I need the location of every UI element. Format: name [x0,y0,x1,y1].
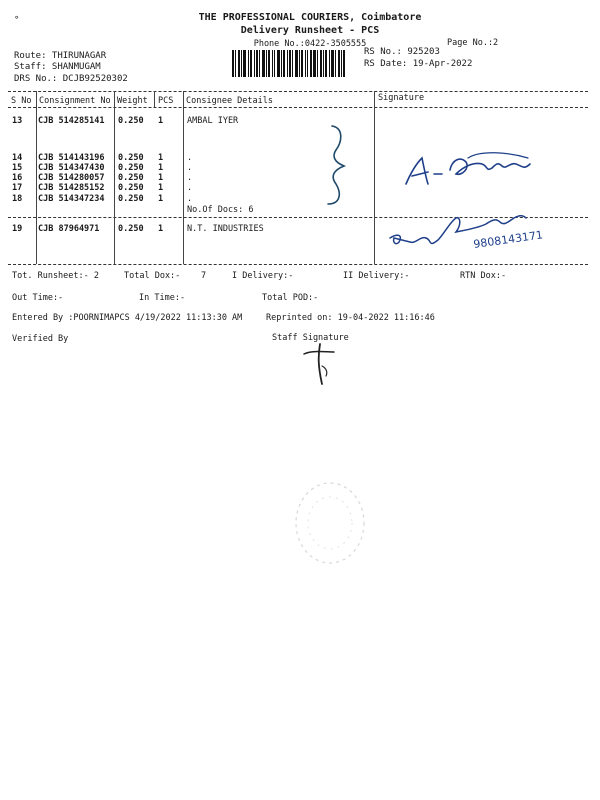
row-consignee: . [187,153,193,163]
entered-by: Entered By :POORNIMAPCS 4/19/2022 11:13:30 AM [12,313,243,323]
row-consignment: CJB 514285141 [38,116,105,126]
staff-signature-label: Staff Signature [272,333,349,343]
row-sno: 17 [12,183,23,193]
staff-label: Staff: SHANMUGAM [14,62,101,72]
total-pod: Total POD:- [262,293,319,303]
row-pcs: 1 [158,116,164,126]
handwritten-signature-2 [386,208,586,260]
row-weight: 0.250 [118,116,144,126]
row-pcs: 1 [158,224,164,234]
scan-mark: ∘ [14,13,20,23]
rs-number: RS No.: 925203 [364,47,440,57]
total-dox-value: 7 [201,271,207,281]
signature-text: A. Mallika [446,191,459,193]
barcode [232,50,360,77]
reprinted-on: Reprinted on: 19-04-2022 11:16:46 [266,313,435,323]
row-consignment: CJB 514143196 [38,153,105,163]
row-consignee: N.T. INDUSTRIES [187,224,264,234]
table-bottom-rule [8,264,588,265]
row-weight: 0.250 [118,153,144,163]
table-top-rule [8,91,588,92]
phone-handwritten: 9808143171 [472,228,544,251]
col-divider-pcs [183,91,184,264]
row-consignee: . [187,194,193,204]
row-sno: 19 [12,224,23,234]
row-sno: 14 [12,153,23,163]
row-weight: 0.250 [118,163,144,173]
handwritten-brace [310,120,360,210]
col-divider-details [374,91,375,264]
in-time: In Time:- [139,293,186,303]
row-pcs: 1 [158,173,164,183]
document-title: Delivery Runsheet - PCS [240,25,380,36]
row-consignment: CJB 87964971 [38,224,100,234]
col-header-consignee: Consignee Details [186,96,273,106]
col-divider-weight [154,91,155,107]
col-header-weight: Weight [117,96,148,106]
col-header-consignment: Consignment No [39,96,111,106]
row-sno: 16 [12,173,23,183]
header-bottom-rule [8,107,588,108]
row-sno: 18 [12,194,23,204]
faint-stamp [290,478,370,568]
total-runsheet: Tot. Runsheet:- 2 [12,271,99,281]
phone-number: Phone No.:0422-3505555 [253,39,367,49]
row-pcs: 1 [158,194,164,204]
i-delivery: I Delivery:- [232,271,294,281]
row-consignee: . [187,163,193,173]
row-consignee: AMBAL IYER [187,116,239,126]
row-pcs: 1 [158,183,164,193]
verified-by: Verified By [12,334,69,344]
page-number: Page No.:2 [447,38,499,48]
total-dox: Total Dox:- [124,271,181,281]
row-sno: 15 [12,163,23,173]
row-weight: 0.250 [118,194,144,204]
handwritten-signature [398,140,548,195]
row-consignee: . [187,173,193,183]
rtn-dox: RTN Dox:- [460,271,507,281]
row-consignment: CJB 514347430 [38,163,105,173]
col-divider-cons [114,91,115,264]
row-weight: 0.250 [118,183,144,193]
row-weight: 0.250 [118,224,144,234]
row-pcs: 1 [158,153,164,163]
col-header-signature: Signature [378,93,425,103]
company-name: THE PROFESSIONAL COURIERS, Coimbatore [198,12,422,23]
row-consignment: CJB 514285152 [38,183,105,193]
row-weight: 0.250 [118,173,144,183]
row-pcs: 1 [158,163,164,173]
col-divider-sno [36,91,37,264]
row-consignment: CJB 514280057 [38,173,105,183]
row-sno: 13 [12,116,23,126]
drs-number: DRS No.: DCJB92520302 [14,74,128,84]
col-header-pcs: PCS [158,96,174,106]
ii-delivery: II Delivery:- [343,271,410,281]
out-time: Out Time:- [12,293,64,303]
col-header-sno: S No [11,96,32,106]
row-consignment: CJB 514347234 [38,194,105,204]
no-of-docs: No.Of Docs: 6 [187,205,254,215]
row-consignee: . [187,183,193,193]
staff-signature-mark [300,340,340,390]
route-label: Route: THIRUNAGAR [14,51,107,61]
rs-date: RS Date: 19-Apr-2022 [364,59,473,69]
